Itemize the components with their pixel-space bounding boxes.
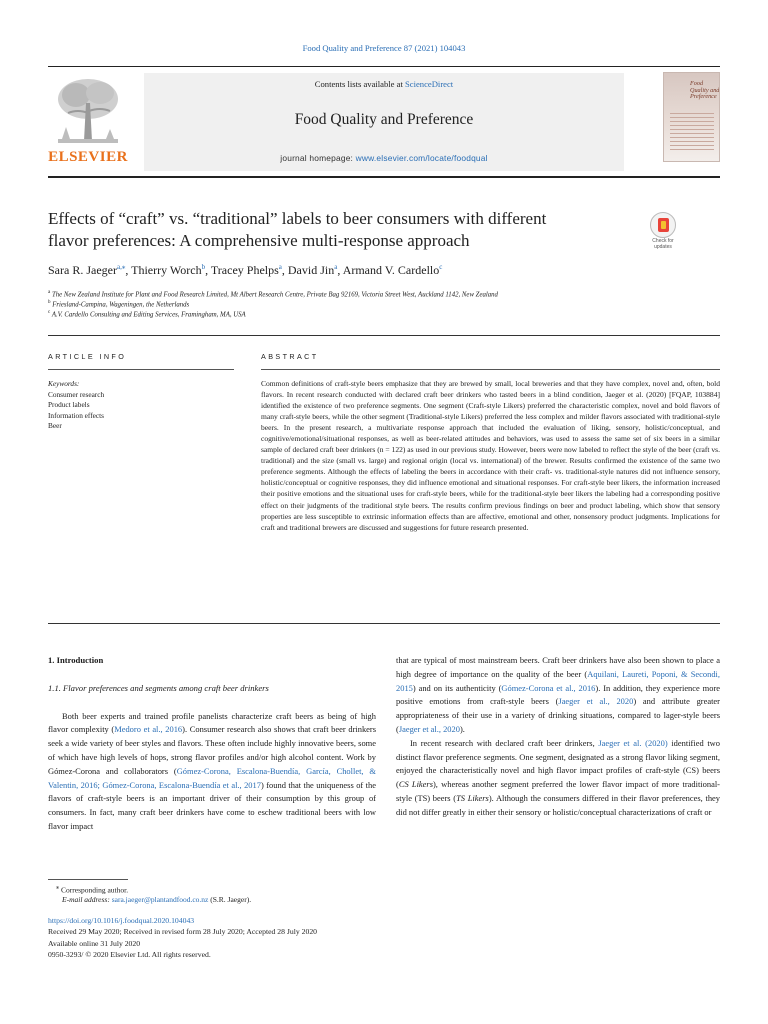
corresponding-mark: ⁎ <box>56 884 60 891</box>
cover-decoration <box>670 113 714 153</box>
tree-icon <box>48 73 128 153</box>
article-info-rule <box>48 369 234 370</box>
corresponding-text: Corresponding author. <box>61 885 129 895</box>
journal-homepage-line <box>144 153 624 163</box>
keywords-block <box>48 379 228 432</box>
copyright-notice: 0950-3293/ © 2020 Elsevier Ltd. All rights reserved. <box>48 950 211 960</box>
citation-link[interactable]: Gómez-Corona et al., 2016 <box>501 682 596 693</box>
keyword-item: Information effects <box>48 410 104 420</box>
author-separator: , <box>125 263 132 277</box>
author-affiliation-mark[interactable]: a <box>278 263 282 271</box>
body-paragraph: In recent research with declared craft beer drinkers, Jaeger et al. (2020) identified two distinct flavor preference segments. One segment, designated as a strong flavor liking segment, enjoyed the characteristically novel and high flavor impact profiles of craft-style (CS) beers (CS Likers), whereas another segment preferred the lower flavor impact of more traditional-style (TS) beers (TS Likers). Although the consumers differed in their flavor preferences, they did not differ greatly in either their sensory or holistic/conceptual characterizations of craft or <box>396 737 721 817</box>
author-name[interactable]: Armand V. Cardello <box>342 263 440 277</box>
footnote-rule <box>48 879 128 880</box>
abstract-heading: ABSTRACT <box>261 352 319 361</box>
article-title-line-1: Effects of “craft” vs. “traditional” labels to beer consumers with different <box>48 209 547 228</box>
body-column-left <box>48 654 376 834</box>
keyword-item: Consumer research <box>48 389 105 399</box>
body-paragraph: Both beer experts and trained profile panelists characterize craft beers as being of high flavor complexity (Medoro et al., 2016). Consumer research also shows that craft beer drinkers seek a wide variety of beer styles and flavors. These often include highly innovative beers, some of which have high levels of hops, strong flavor profiles and/or high alcohol content. Work by Gómez-Corona and collaborators (Gómez-Corona, Escalona-Buendía, García, Chollet, & Valentin, 2016; Gómez-Corona, Escalona-Buendía et al., 2017) found that the uniqueness of the flavors of craft-style beers is an important driver of their consumption by this group of consumers. In fact, many craft beer drinkers have come to eschew traditional beers with low flavor impact <box>48 710 376 831</box>
author-separator: , <box>281 263 288 277</box>
journal-homepage-link[interactable]: www.elsevier.com/locate/foodqual <box>355 153 488 163</box>
author-affiliation-mark[interactable]: a <box>334 263 338 271</box>
author-name[interactable]: David Jin <box>287 263 335 277</box>
journal-reference-link[interactable]: Food Quality and Preference 87 (2021) 104043 <box>302 43 466 53</box>
abstract-bottom-divider <box>48 623 720 624</box>
body-column-right <box>396 654 720 820</box>
affiliation-mark: b <box>48 300 51 305</box>
received-dates: Received 29 May 2020; Received in revised form 28 July 2020; Accepted 28 July 2020 <box>48 927 318 937</box>
journal-title: Food Quality and Preference <box>294 111 474 128</box>
affiliation-a <box>48 290 728 298</box>
sciencedirect-link[interactable]: ScienceDirect <box>405 79 454 89</box>
affiliation-mark: a <box>48 290 51 295</box>
author-affiliation-mark[interactable]: b <box>201 263 206 271</box>
author-affiliation-mark[interactable]: c <box>439 263 443 271</box>
section-heading-introduction: 1. Introduction <box>48 655 104 665</box>
citation-link[interactable]: Medoro et al., 2016 <box>114 724 183 735</box>
article-title-line-2: flavor preferences: A comprehensive multi-response approach <box>48 231 470 250</box>
doi-link[interactable]: https://doi.org/10.1016/j.foodqual.2020.104043 <box>48 916 195 925</box>
crossmark-button[interactable] <box>648 212 678 254</box>
elsevier-wordmark: ELSEVIER <box>48 149 128 165</box>
author-separator: , <box>337 263 343 277</box>
header-divider <box>48 335 720 336</box>
affiliation-text: Friesland-Campina, Wageningen, the Netherlands <box>52 301 190 309</box>
article-info-heading: ARTICLE INFO <box>48 352 127 361</box>
email-note <box>62 894 442 905</box>
body-paragraph: that are typical of most mainstream beers. Craft beer drinkers have also been shown to place a high degree of importance on the quality of the beer (Aquilani, Laureti, Poponi, & Secondi, 2015) and on its authenticity (Gómez-Corona et al., 2016). In addition, they experience more positive emotions from craft-style beers (Jaeger et al., 2020) and attribute greater appropriateness of their use in a variety of drinking situations, compared to lager-style beers (Jaeger et al., 2020). <box>396 655 721 734</box>
affiliation-b <box>48 300 728 308</box>
affiliation-mark: c <box>48 310 51 315</box>
crossmark-label: Check for updates <box>652 238 674 250</box>
citation-link[interactable]: Gómez-Corona, Escalona-Buendía, García, Chollet, & Valentin, 2016; Gómez-Corona, Escalona-Buendía et al., 2017 <box>48 765 376 790</box>
subsection-heading: 1.1. Flavor preferences and segments among craft beer drinkers <box>48 682 269 693</box>
author-name[interactable]: Thierry Worch <box>131 263 202 277</box>
masthead-bottom-rule <box>48 176 720 178</box>
email-label: E-mail address: <box>62 895 112 904</box>
homepage-prefix: journal homepage: <box>280 153 356 163</box>
article-title <box>48 208 628 252</box>
citation-link[interactable]: Jaeger et al., 2020 <box>558 696 634 707</box>
email-suffix: (S.R. Jaeger). <box>208 895 252 904</box>
available-online-date: Available online 31 July 2020 <box>48 938 141 948</box>
keyword-item: Beer <box>48 421 62 430</box>
contents-prefix: Contents lists available at <box>314 79 405 89</box>
keyword-item: Product labels <box>48 400 90 409</box>
journal-masthead <box>48 66 720 176</box>
article-metadata <box>48 915 498 961</box>
journal-banner <box>144 73 624 171</box>
journal-cover-thumbnail[interactable] <box>663 72 720 162</box>
author-email-link[interactable]: sara.jaeger@plantandfood.co.nz <box>111 895 209 904</box>
abstract-rule <box>261 369 720 370</box>
citation-link[interactable]: Aquilani, Laureti, Poponi, & Secondi, 2015 <box>396 668 721 693</box>
affiliation-c <box>48 310 728 318</box>
author-name[interactable]: Tracey Phelps <box>210 263 279 277</box>
author-separator: , <box>205 263 211 277</box>
abstract-text: Common definitions of craft-style beers emphasize that they are brewed by small, local breweries and that they have complex, novel and, often, bold flavors. In recent research conducted with declared craft beer drinkers who tasted beers in a blind condition, Jaeger et al. (2020) [FQAP, 103884] identified the existence of two preference segments. One segment (Craft-style Likers) preferred the characteristic complex, novel and bold flavors of many craft-style beers, while the other segment (Traditional-style Likers) preferred the less complex and milder flavors associated with traditional-style beers. In the present research, a multivariate response approach that included the evaluation of liking, sensory, holistic/conceptual, and cognitive/emotional/situational responses, as well as beer-related attitudes and behaviors, was used to assess the same set of six beers in a similar sample of declared craft beer drinkers (n = 122) as used in our previous study. However, beers were now labeled to reflect the style of the beer (craft vs. traditional) and the size (small vs. large) and regional origin (local vs. international) of the brewer. Results confirmed the existence of the same two preference segments. Although the effects of labeling the beers in accordance with their craft- vs. traditional-style natures did not influence sensory, holistic/conceptual or cognitive responses, they did influence emotional and situational responses. For craft-style beer likers, the information increased their positive emotions and the situational uses for craft-style beers, while for the traditional-style beer likers the labeling had a corresponding positive effect on their judgments of the traditional style beers. The results confirm previous findings on beer and product labeling, which show that sensory properties are less susceptible to extrinsic information effects than are affective, emotional and other, nonsensory product judgments. Implications for craft and traditional brewers are discussed and suggestions for future research presented. <box>261 379 720 532</box>
italic-term: CS Likers <box>398 779 433 790</box>
italic-term: TS Likers <box>456 792 489 803</box>
author-name[interactable]: Sara R. Jaeger <box>48 263 117 277</box>
author-list <box>48 263 728 278</box>
affiliation-text: The New Zealand Institute for Plant and Food Research Limited, Mt Albert Research Centre, Private Bag 92169, Victoria Street West, Auckland 1142, New Zealand <box>51 291 498 299</box>
cover-title: Food Quality and Preference <box>690 80 720 100</box>
citation-link[interactable]: Jaeger et al., 2020 <box>398 723 460 734</box>
author-affiliation-mark[interactable]: a,⁎ <box>116 263 126 271</box>
keywords-heading: Keywords: <box>48 379 80 388</box>
contents-available-line <box>144 79 624 89</box>
crossmark-icon <box>650 212 676 238</box>
citation-link[interactable]: Jaeger et al. (2020) <box>598 737 668 748</box>
affiliation-text: A.V. Cardello Consulting and Editing Services, Framingham, MA, USA <box>51 311 246 319</box>
